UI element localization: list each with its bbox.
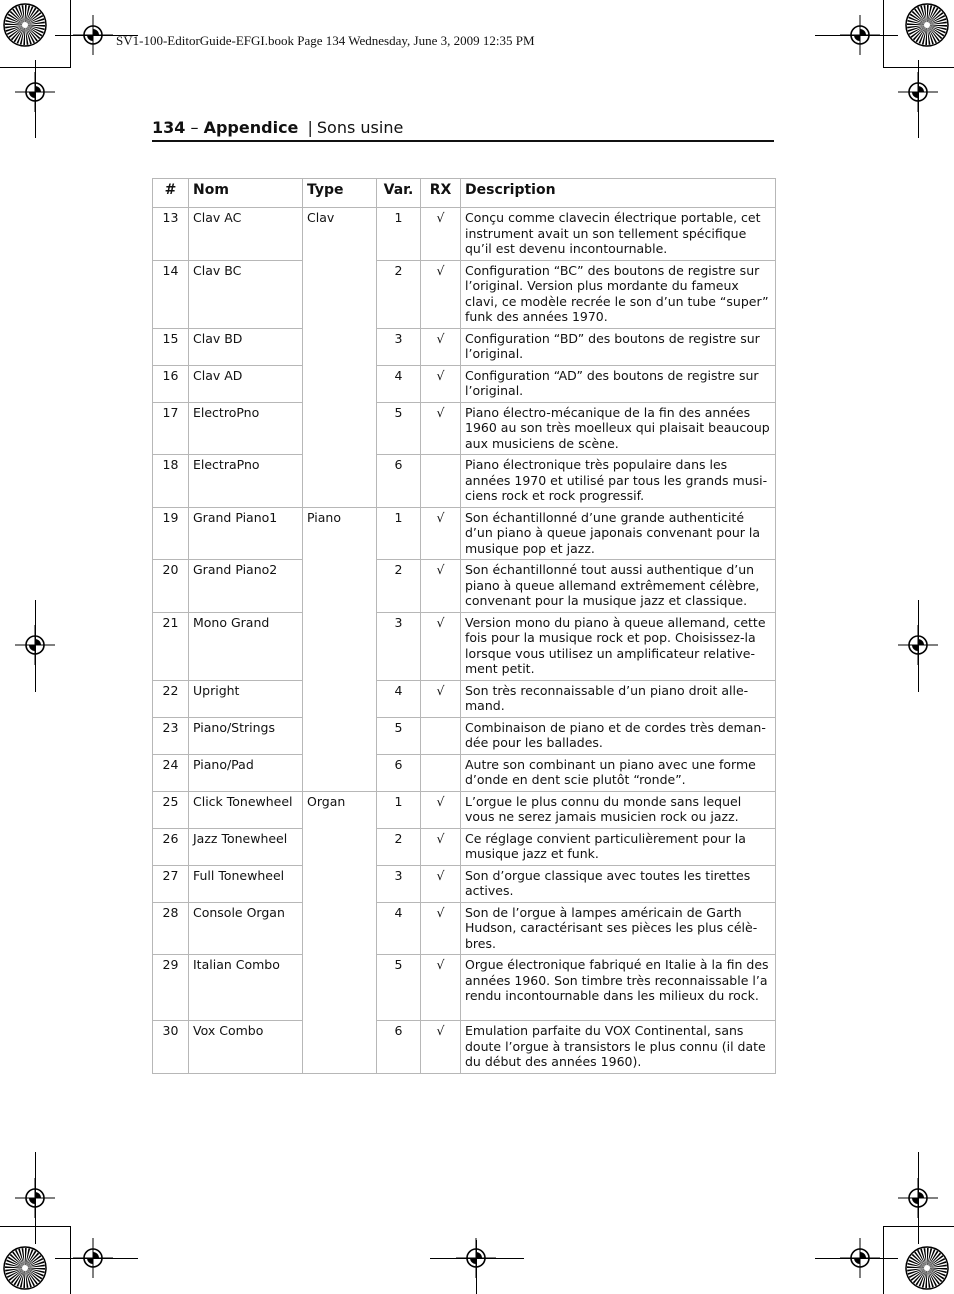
cell-variation: 1 (377, 208, 421, 261)
table-row (153, 791, 776, 828)
cell-description: Combinaison de piano et de cordes très deman-dée pour les ballades. (461, 717, 776, 754)
subsection-title: Sons usine (316, 118, 404, 137)
cell-rx-checkmark: √ (421, 208, 461, 261)
table-row (153, 365, 776, 402)
cell-name: Vox Combo (189, 1021, 303, 1074)
header-separator: | (307, 118, 313, 137)
cell-description: Configuration “BC” des boutons de registre sur l’original. Version plus mordante du fameux clavi, ce modèle recrée le son d’un tube “super” funk des années 1970. (461, 260, 776, 328)
table-row (153, 865, 776, 902)
table-row (153, 208, 776, 261)
crop-mark (35, 60, 36, 138)
cell-variation: 1 (377, 791, 421, 828)
cell-description: Conçu comme clavecin électrique portable, cet instrument avait un son tellement spécifique qu’il est devenu incontournable. (461, 208, 776, 261)
cell-variation: 4 (377, 902, 421, 955)
cell-rx-checkmark (421, 455, 461, 508)
cell-variation: 3 (377, 328, 421, 365)
crop-mark (918, 600, 919, 692)
table-header-row (153, 179, 776, 208)
cell-number: 25 (153, 791, 189, 828)
cell-name: Full Tonewheel (189, 865, 303, 902)
table-row (153, 402, 776, 455)
cell-number: 26 (153, 828, 189, 865)
crop-mark (35, 600, 36, 692)
crop-mark (35, 1152, 36, 1244)
cell-variation: 3 (377, 612, 421, 680)
section-title: Appendice (203, 118, 299, 137)
cell-description: Emulation parfaite du VOX Continental, sans doute l’orgue à transistors le plus connu (il date du début des années 1960). (461, 1021, 776, 1074)
cell-variation: 6 (377, 455, 421, 508)
cell-type: Clav (303, 208, 377, 508)
crop-mark (430, 1258, 524, 1259)
cell-number: 16 (153, 365, 189, 402)
page-number: 134 (152, 118, 186, 137)
table-row (153, 1021, 776, 1074)
cell-rx-checkmark: √ (421, 560, 461, 613)
cell-rx-checkmark (421, 717, 461, 754)
cell-variation: 4 (377, 365, 421, 402)
cell-rx-checkmark: √ (421, 791, 461, 828)
column-header-number: # (153, 179, 189, 208)
crop-mark (883, 0, 884, 68)
table-row (153, 754, 776, 791)
table-row (153, 680, 776, 717)
cell-variation: 3 (377, 865, 421, 902)
cell-rx-checkmark (421, 754, 461, 791)
cell-variation: 2 (377, 260, 421, 328)
column-header-rx: RX (421, 179, 461, 208)
cell-number: 27 (153, 865, 189, 902)
table-row (153, 955, 776, 1021)
cell-rx-checkmark: √ (421, 1021, 461, 1074)
cell-variation: 6 (377, 1021, 421, 1074)
cell-description: Son d’orgue classique avec toutes les tirettes actives. (461, 865, 776, 902)
starburst-mark-bottom-right (905, 1246, 949, 1290)
cell-name: Upright (189, 680, 303, 717)
cell-name: Italian Combo (189, 955, 303, 1021)
cell-description: Orgue électronique fabriqué en Italie à la fin des années 1960. Son timbre très reconnaissable l’a rendu incontournable dans les milieux du rock. (461, 955, 776, 1021)
table-row (153, 902, 776, 955)
cell-rx-checkmark: √ (421, 865, 461, 902)
cell-number: 17 (153, 402, 189, 455)
cell-name: Clav BD (189, 328, 303, 365)
starburst-mark-top-left (3, 3, 47, 47)
cell-number: 28 (153, 902, 189, 955)
column-header-name: Nom (189, 179, 303, 208)
cell-description: Son de l’orgue à lampes américain de Garth Hudson, caractérisant ses pièces les plus célè-bres. (461, 902, 776, 955)
cell-number: 30 (153, 1021, 189, 1074)
cell-rx-checkmark: √ (421, 902, 461, 955)
cell-description: Autre son combinant un piano avec une forme d’onde en dent scie plutôt “ronde”. (461, 754, 776, 791)
cell-variation: 6 (377, 754, 421, 791)
cell-rx-checkmark: √ (421, 828, 461, 865)
cell-name: Clav AC (189, 208, 303, 261)
cell-description: L’orgue le plus connu du monde sans lequel vous ne serez jamais musicien rock ou jazz. (461, 791, 776, 828)
cell-number: 29 (153, 955, 189, 1021)
cell-rx-checkmark: √ (421, 680, 461, 717)
cell-variation: 1 (377, 507, 421, 560)
column-header-type: Type (303, 179, 377, 208)
crop-mark (883, 1226, 884, 1294)
cell-name: Clav AD (189, 365, 303, 402)
table-row (153, 828, 776, 865)
cell-name: Piano/Pad (189, 754, 303, 791)
table-row (153, 507, 776, 560)
cell-description: Piano électro-mécanique de la fin des années 1960 au son très moelleux qui plaisait beaucoup aux musiciens de scène. (461, 402, 776, 455)
cell-variation: 4 (377, 680, 421, 717)
starburst-mark-bottom-left (3, 1246, 47, 1290)
cell-name: Click Tonewheel (189, 791, 303, 828)
cell-description: Son très reconnaissable d’un piano droit alle-mand. (461, 680, 776, 717)
cell-rx-checkmark: √ (421, 507, 461, 560)
cell-number: 18 (153, 455, 189, 508)
crop-mark (815, 35, 898, 36)
cell-rx-checkmark: √ (421, 955, 461, 1021)
factory-sounds-table (152, 178, 776, 1074)
cell-number: 21 (153, 612, 189, 680)
cell-description: Son échantillonné tout aussi authentique d’un piano à queue allemand extrêmement célèbre, convenant pour la musique jazz et classique. (461, 560, 776, 613)
crop-mark (70, 0, 71, 68)
cell-description: Son échantillonné d’une grande authenticité d’un piano à queue japonais convenant pour la musique pop et jazz. (461, 507, 776, 560)
cell-rx-checkmark: √ (421, 328, 461, 365)
cell-number: 24 (153, 754, 189, 791)
cell-rx-checkmark: √ (421, 612, 461, 680)
cell-name: Grand Piano2 (189, 560, 303, 613)
crop-mark (884, 67, 954, 68)
cell-number: 22 (153, 680, 189, 717)
cell-variation: 5 (377, 955, 421, 1021)
printer-slug: SV1-100-EditorGuide-EFGI.book Page 134 Wednesday, June 3, 2009 12:35 PM (116, 33, 535, 48)
table-row (153, 560, 776, 613)
page-header (152, 118, 774, 142)
header-dash: – (190, 118, 199, 137)
cell-type: Piano (303, 507, 377, 791)
crop-mark (70, 1226, 71, 1294)
column-header-variation: Var. (377, 179, 421, 208)
crop-mark (476, 1240, 477, 1294)
cell-description: Configuration “AD” des boutons de registre sur l’original. (461, 365, 776, 402)
cell-rx-checkmark: √ (421, 365, 461, 402)
cell-variation: 2 (377, 560, 421, 613)
crop-mark (918, 60, 919, 138)
cell-rx-checkmark: √ (421, 402, 461, 455)
cell-name: Mono Grand (189, 612, 303, 680)
cell-name: Console Organ (189, 902, 303, 955)
cell-name: Clav BC (189, 260, 303, 328)
cell-name: Grand Piano1 (189, 507, 303, 560)
crop-mark (918, 1152, 919, 1244)
cell-number: 20 (153, 560, 189, 613)
column-header-description: Description (461, 179, 776, 208)
cell-description: Ce réglage convient particulièrement pour la musique jazz et funk. (461, 828, 776, 865)
cell-name: Piano/Strings (189, 717, 303, 754)
cell-number: 23 (153, 717, 189, 754)
cell-type: Organ (303, 791, 377, 1073)
cell-name: ElectroPno (189, 402, 303, 455)
cell-number: 13 (153, 208, 189, 261)
cell-variation: 2 (377, 828, 421, 865)
table-row (153, 328, 776, 365)
cell-description: Configuration “BD” des boutons de registre sur l’original. (461, 328, 776, 365)
table-row (153, 717, 776, 754)
cell-name: ElectraPno (189, 455, 303, 508)
crop-mark (55, 1258, 138, 1259)
cell-description: Version mono du piano à queue allemand, cette fois pour la musique rock et pop. Choisissez-la lorsque vous utilisez un amplificateur relative-ment petit. (461, 612, 776, 680)
crop-mark (815, 1258, 898, 1259)
table-row (153, 260, 776, 328)
cell-number: 19 (153, 507, 189, 560)
cell-name: Jazz Tonewheel (189, 828, 303, 865)
cell-number: 15 (153, 328, 189, 365)
cell-variation: 5 (377, 402, 421, 455)
starburst-mark-top-right (905, 3, 949, 47)
table-row (153, 612, 776, 680)
crop-mark (884, 1226, 954, 1227)
cell-description: Piano électronique très populaire dans les années 1970 et utilisé par tous les grands musi-ciens rock et rock progressif. (461, 455, 776, 508)
cell-variation: 5 (377, 717, 421, 754)
cell-rx-checkmark: √ (421, 260, 461, 328)
table-row (153, 455, 776, 508)
cell-number: 14 (153, 260, 189, 328)
